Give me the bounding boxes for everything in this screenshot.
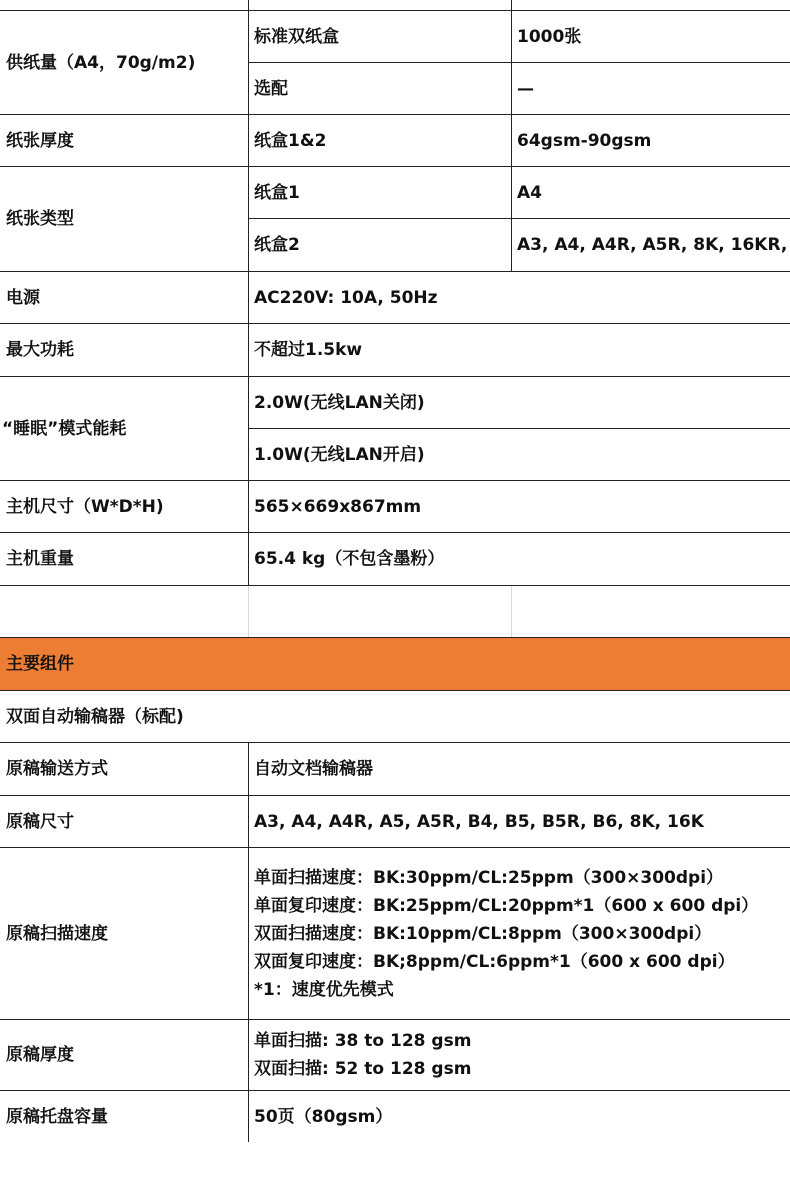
thickness-line: 单面扫描: 38 to 128 gsm: [254, 1031, 472, 1051]
paper-supply-label: 供纸量（A4，70g/m2): [6, 52, 196, 73]
tray-capacity-value: 50页（80gsm）: [254, 1106, 393, 1127]
paper-thickness-label: 纸张厚度: [6, 130, 74, 151]
optional-label: 选配: [254, 78, 288, 99]
grid-line: [511, 586, 512, 637]
power-label: 电源: [6, 287, 40, 308]
max-power-label: 最大功耗: [6, 340, 74, 360]
original-thickness-values: [248, 1020, 790, 1090]
dimensions-label: 主机尺寸（W*D*H): [6, 496, 164, 517]
weight-value: 65.4 kg（不包含墨粉）: [254, 549, 445, 569]
scan-speed-line: 双面复印速度：BK;8ppm/CL:6ppm*1（600 x 600 dpi）: [254, 951, 735, 972]
feed-method-value: 自动文档输稿器: [254, 759, 373, 779]
tray2-label: 纸盒2: [254, 235, 300, 255]
dimensions-value: 565×669x867mm: [254, 496, 422, 517]
optional-value: —: [517, 78, 534, 99]
standard-tray-label: 标准双纸盒: [254, 26, 339, 47]
sleep-power-value-lan-off: 2.0W(无线LAN关闭): [254, 392, 425, 413]
weight-label: 主机重量: [6, 549, 74, 569]
section-title: 主要组件: [6, 654, 74, 674]
feed-method-label: 原稿输送方式: [6, 759, 108, 779]
original-thickness-label: 原稿厚度: [6, 1045, 74, 1065]
sleep-power-value-lan-on: 1.0W(无线LAN开启): [254, 444, 425, 465]
tray-capacity-label: 原稿托盘容量: [6, 1106, 108, 1127]
original-size-value: A3, A4, A4R, A5, A5R, B4, B5, B5R, B6, 8K, 16K: [254, 811, 704, 832]
power-value: AC220V: 10A, 50Hz: [254, 287, 438, 308]
tray1-label: 纸盒1: [254, 182, 300, 203]
paper-thickness-tray: 纸盒1&2: [254, 130, 327, 151]
scan-speed-values: [248, 848, 790, 1019]
tray2-value: A3, A4, A4R, A5R, 8K, 16KR,: [517, 235, 788, 255]
max-power-value: 不超过1.5kw: [254, 340, 363, 360]
paper-thickness-value: 64gsm-90gsm: [517, 130, 652, 151]
tray1-value: A4: [517, 182, 542, 203]
scan-speed-line: 双面扫描速度：BK:10ppm/CL:8ppm（300×300dpi）: [254, 923, 712, 944]
sleep-power-label: “睡眠”模式能耗: [2, 418, 127, 439]
scan-speed-line: 单面复印速度：BK:25ppm/CL:20ppm*1（600 x 600 dpi）: [254, 895, 759, 916]
scan-speed-line: 单面扫描速度：BK:30ppm/CL:25ppm（300×300dpi）: [254, 867, 724, 888]
standard-tray-value: 1000张: [517, 26, 582, 47]
original-size-label: 原稿尺寸: [6, 811, 74, 832]
grid-line: [0, 585, 790, 586]
grid-line: [248, 586, 249, 637]
scan-speed-label: 原稿扫描速度: [6, 923, 108, 944]
scan-speed-footnote: *1：速度优先模式: [254, 979, 394, 1000]
thickness-line: 双面扫描: 52 to 128 gsm: [254, 1059, 472, 1079]
section-subtitle: 双面自动输稿器（标配): [6, 706, 184, 727]
paper-type-label: 纸张类型: [6, 209, 74, 229]
